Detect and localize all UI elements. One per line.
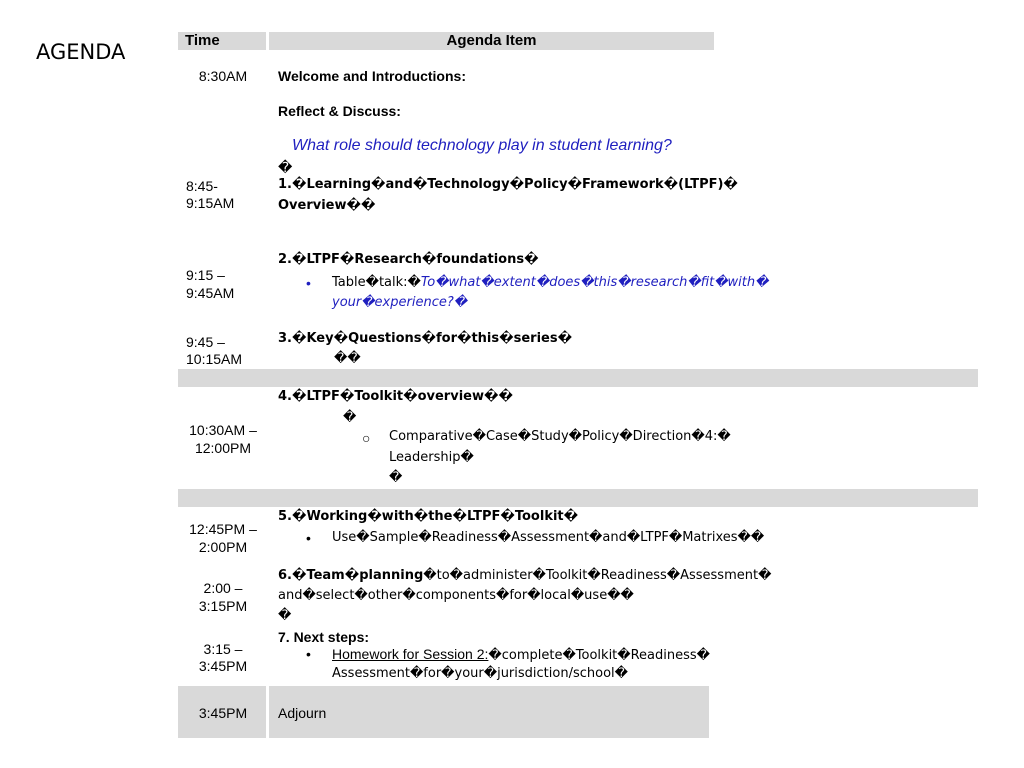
item-6-title: 6.�Team�planning — [278, 568, 424, 583]
item-5-title: 5.�Working�with�the�LTPF�Toolkit� — [278, 509, 579, 524]
item-2-title: 2.�LTPF�Research�foundations� — [278, 252, 539, 267]
time-8-30: 8:30AM — [198, 68, 248, 84]
sample-readiness-item: Use�Sample�Readiness�Assessment�and�LTPF�Matrixes�� — [332, 530, 765, 545]
table-talk-question-cont: your�experience?� — [332, 295, 468, 310]
case-study-item-cont: Leadership� — [389, 450, 474, 465]
header-agenda-item: Agenda Item — [446, 32, 537, 49]
welcome-item: Welcome and Introductions: — [278, 68, 466, 84]
homework-text: �complete�Toolkit�Readiness� — [488, 648, 710, 663]
item-6-text-cont: and�select�other�components�for�local�use�� — [278, 588, 634, 603]
adjourn-label: Adjourn — [278, 705, 327, 721]
glyph: � — [278, 608, 292, 623]
break-row-background — [178, 369, 978, 387]
time-adjourn: 3:45PM — [198, 705, 248, 721]
item-1-title: 1.�Learning�and�Technology�Policy�Framework�(LTPF)� — [278, 177, 738, 192]
homework-text-cont: Assessment�for�your�jurisdiction/school� — [332, 666, 628, 681]
time-3-45: 3:45PM — [198, 658, 248, 674]
glyph: �� — [334, 351, 361, 366]
lunch-row-background — [178, 489, 978, 507]
time-2-00: 2:00PM — [198, 539, 248, 555]
discussion-question: What role should technology play in student learning? — [292, 137, 672, 154]
item-4-title: 4.�LTPF�Toolkit�overview�� — [278, 389, 513, 404]
time-10-15: 10:15AM — [186, 351, 243, 367]
bullet-icon: • — [306, 275, 311, 291]
glyph: � — [389, 470, 403, 485]
time-9-45b: 9:45 – — [186, 334, 225, 350]
glyph: � — [278, 159, 293, 175]
time-9-45: 9:45AM — [186, 285, 235, 301]
time-2-00b: 2:00 – — [203, 580, 243, 596]
bullet-icon: • — [306, 530, 311, 546]
glyph: � — [343, 410, 357, 425]
table-talk-line — [332, 275, 768, 290]
case-study-item: Comparative�Case�Study�Policy�Direction�4:� — [389, 429, 731, 444]
item-3-title: 3.�Key�Questions�for�this�series� — [278, 331, 573, 346]
page-title: AGENDA — [36, 40, 126, 64]
time-8-45: 8:45- — [186, 178, 218, 194]
homework-link[interactable]: Homework for Session 2: — [332, 646, 489, 662]
time-10-30: 10:30AM – — [189, 422, 257, 438]
reflect-item: Reflect & Discuss: — [278, 103, 401, 119]
table-talk-question: To�what�extent�does�this�research�fit�with� — [420, 275, 769, 290]
homework-line — [332, 645, 710, 664]
sub-bullet-icon: ○ — [362, 430, 371, 446]
time-3-15: 3:15PM — [198, 598, 248, 614]
time-3-15b: 3:15 – — [203, 641, 243, 657]
table-talk-label: Table�talk:� — [332, 275, 421, 290]
item-6-line — [278, 568, 771, 583]
item-6-text: �to�administer�Toolkit�Readiness�Assessment� — [423, 568, 772, 583]
header-time: Time — [185, 32, 220, 49]
item-7-title: 7. Next steps: — [278, 629, 370, 645]
time-9-15b: 9:15 – — [186, 267, 225, 283]
item-1-title-cont: Overview�� — [278, 198, 376, 213]
time-9-15: 9:15AM — [186, 195, 235, 211]
bullet-icon: • — [306, 646, 311, 662]
time-12-45: 12:45PM – — [189, 521, 257, 537]
time-12-00: 12:00PM — [194, 440, 252, 456]
